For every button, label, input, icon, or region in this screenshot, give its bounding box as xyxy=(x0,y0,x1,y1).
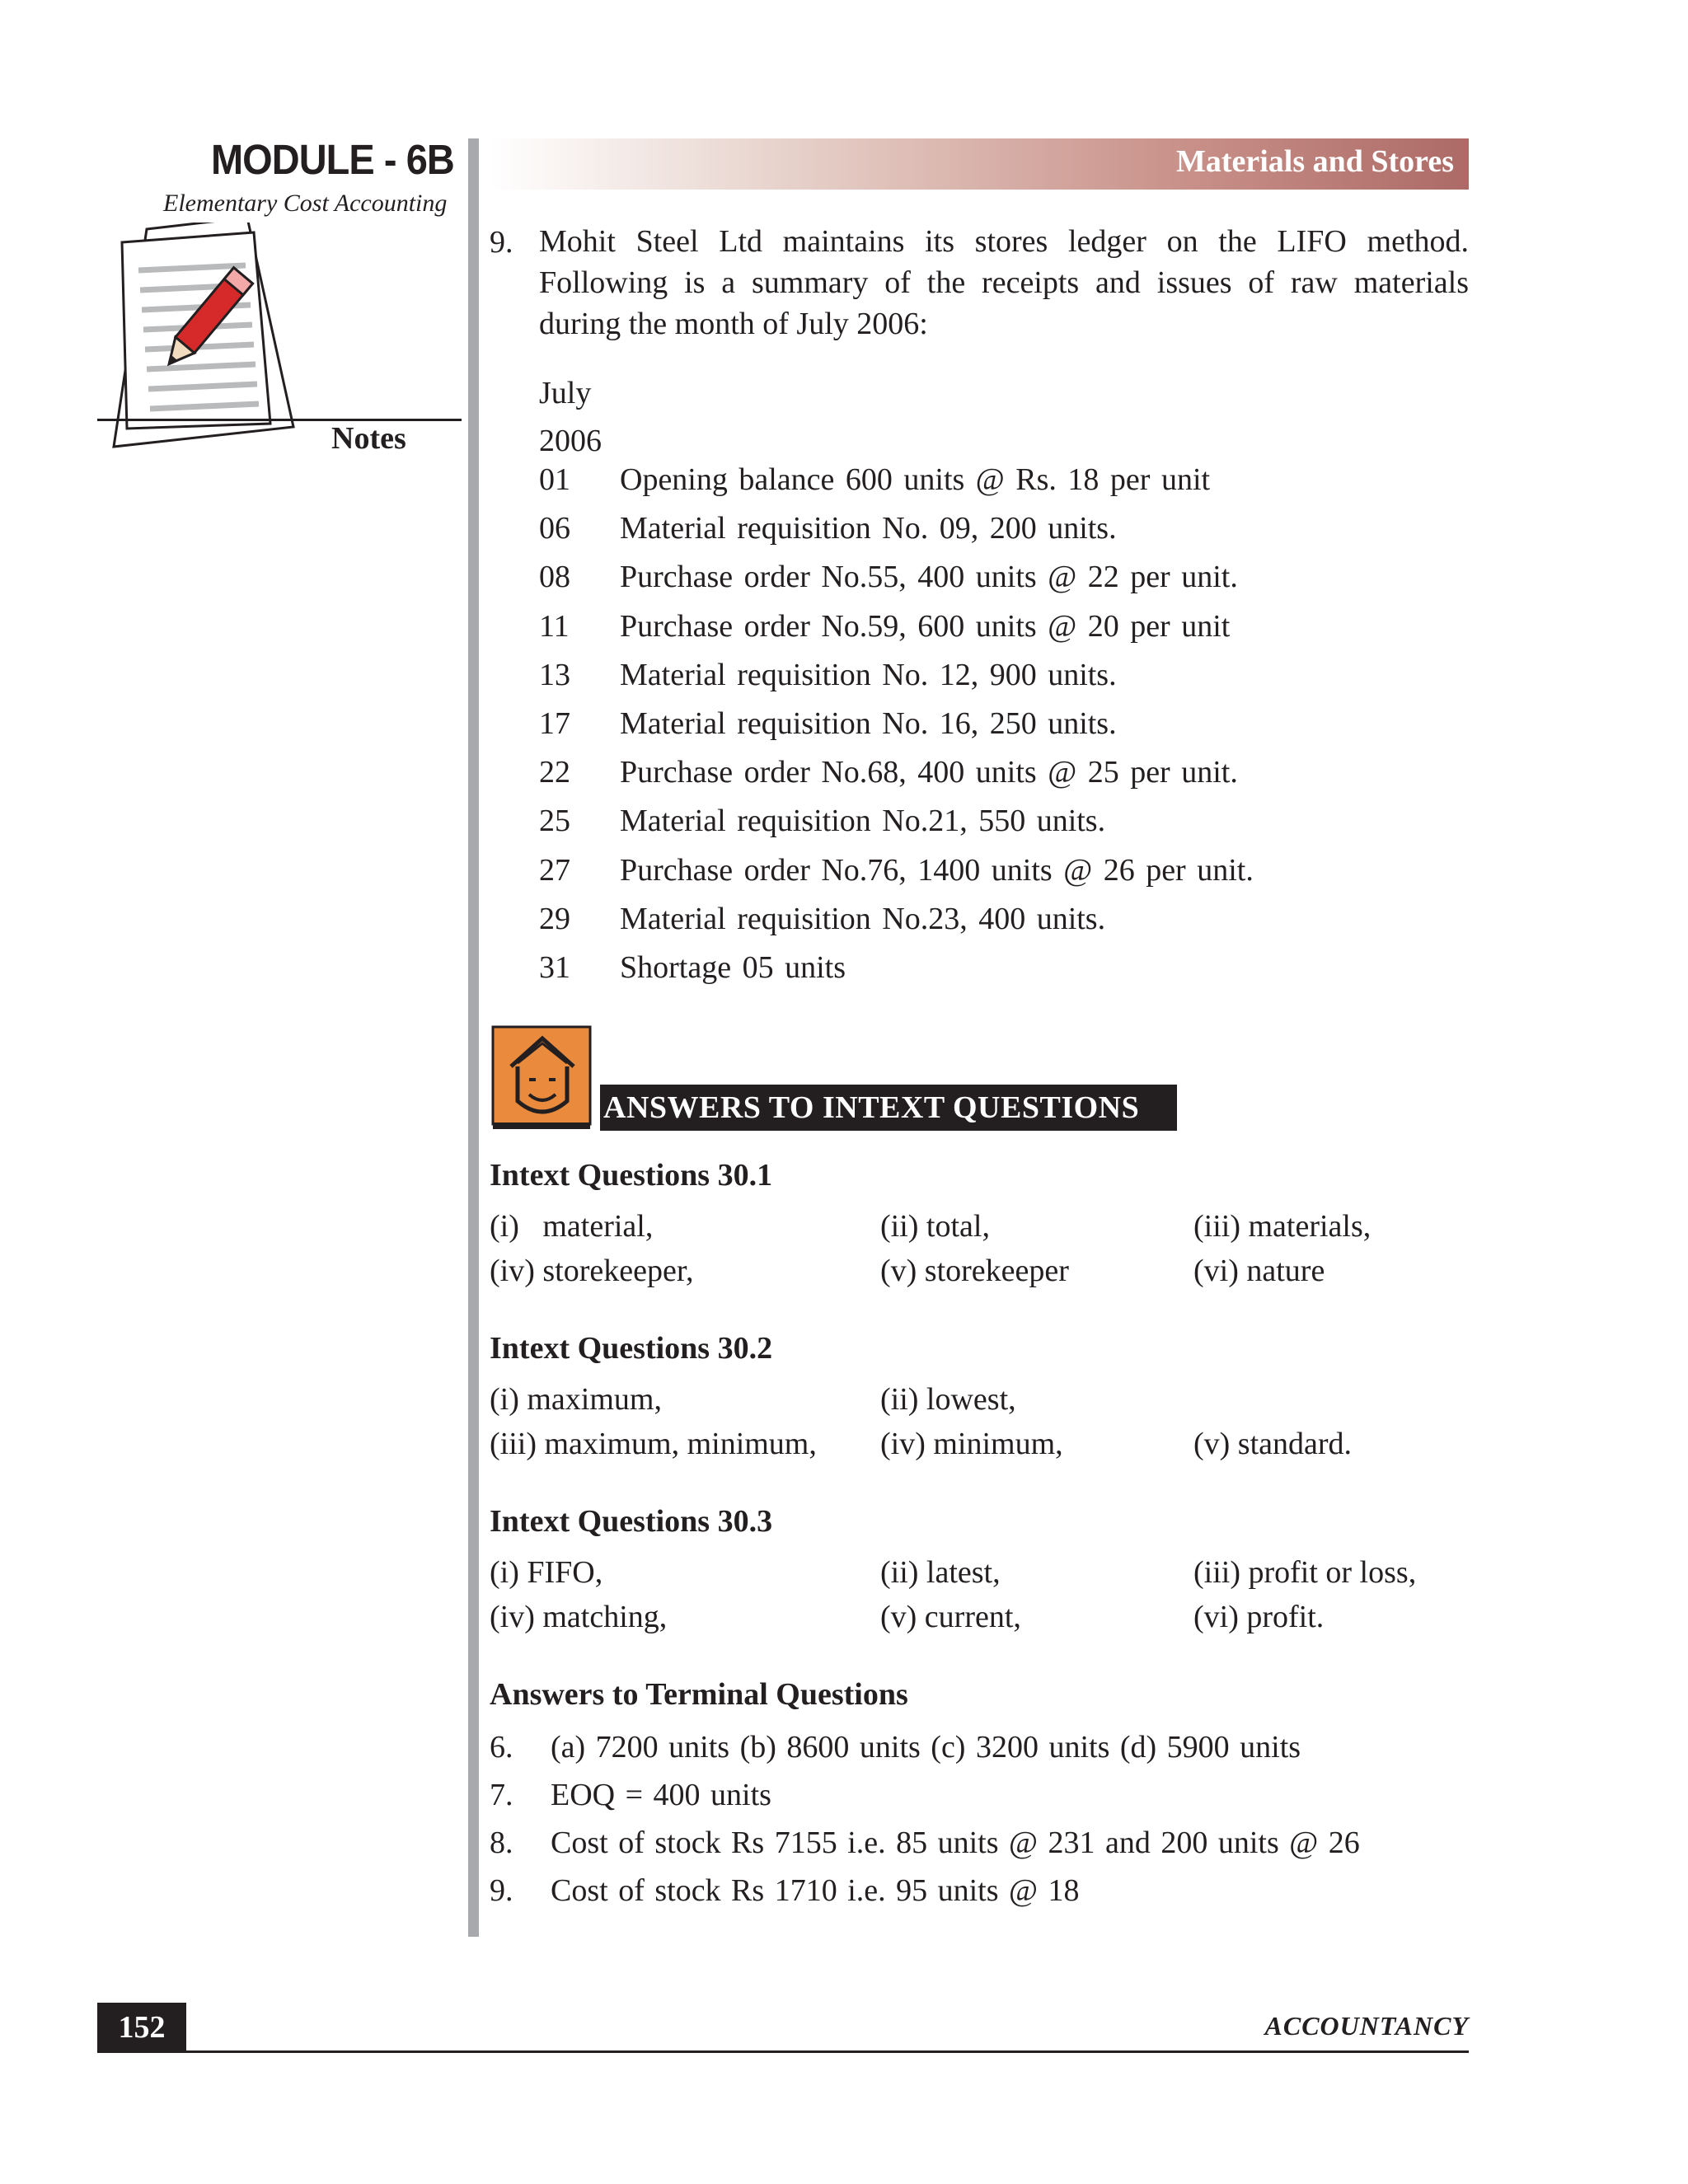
question-line: during the month of July 2006: xyxy=(539,307,928,341)
question-text xyxy=(539,221,1469,344)
entry-day: 27 xyxy=(539,852,570,888)
footer-subject: ACCOUNTANCY xyxy=(1264,2011,1469,2041)
answer-cell: (i) material, xyxy=(490,1209,654,1244)
answer-cell: (ii) latest, xyxy=(880,1555,1001,1590)
item-number: 6. xyxy=(490,1730,513,1765)
answer-row xyxy=(490,1208,1469,1253)
answer-cell: (iv) storekeeper, xyxy=(490,1254,694,1288)
answer-row xyxy=(490,1381,1469,1426)
list-item xyxy=(539,559,1254,607)
list-item xyxy=(490,1825,1469,1872)
answer-row xyxy=(490,1253,1469,1297)
entry-text: Shortage 05 units xyxy=(620,949,846,985)
answer-cell: (iii) profit or loss, xyxy=(1193,1555,1417,1590)
question-number: 9. xyxy=(490,225,513,260)
chapter-header-bar xyxy=(490,138,1469,190)
item-number: 7. xyxy=(490,1778,513,1812)
item-text: EOQ = 400 units xyxy=(551,1778,771,1812)
answer-row xyxy=(490,1599,1469,1643)
answer-cell: (iv) matching, xyxy=(490,1600,668,1634)
answer-cell: (ii) total, xyxy=(880,1209,990,1244)
item-number: 8. xyxy=(490,1825,513,1860)
year-label: 2006 xyxy=(539,424,602,458)
transaction-list xyxy=(539,462,1254,998)
section-title: Intext Questions 30.3 xyxy=(490,1504,773,1539)
margin-divider xyxy=(468,138,479,1937)
section-title: Intext Questions 30.1 xyxy=(490,1158,773,1193)
item-text: (a) 7200 units (b) 8600 units (c) 3200 units (d) 5900 units xyxy=(551,1730,1301,1765)
entry-text: Purchase order No.76, 1400 units @ 26 per unit. xyxy=(620,852,1254,888)
entry-day: 13 xyxy=(539,657,570,692)
entry-text: Purchase order No.68, 400 units @ 25 per unit. xyxy=(620,755,1238,790)
entry-day: 22 xyxy=(539,755,570,790)
answer-cell: (v) standard. xyxy=(1193,1427,1353,1461)
entry-text: Purchase order No.55, 400 units @ 22 per unit. xyxy=(620,560,1238,595)
entry-text: Material requisition No.23, 400 units. xyxy=(620,901,1106,936)
entry-text: Purchase order No.59, 600 units @ 20 per unit xyxy=(620,608,1231,644)
footer-rule xyxy=(97,2050,1469,2053)
item-text: Cost of stock Rs 1710 i.e. 95 units @ 18 xyxy=(551,1873,1080,1908)
list-item xyxy=(539,705,1254,754)
question-line: Mohit Steel Ltd maintains its stores ledger on the LIFO method. xyxy=(539,224,1469,259)
entry-day: 17 xyxy=(539,705,570,741)
list-item xyxy=(490,1729,1469,1777)
section-title: Answers to Terminal Questions xyxy=(490,1677,908,1712)
answers-banner: ANSWERS TO INTEXT QUESTIONS xyxy=(600,1085,1177,1131)
entry-text: Material requisition No.21, 550 units. xyxy=(620,804,1106,839)
answers-house-icon xyxy=(491,1025,593,1131)
entry-text: Opening balance 600 units @ Rs. 18 per unit xyxy=(620,462,1211,497)
entry-text: Material requisition No. 12, 900 units. xyxy=(620,657,1117,692)
item-text: Cost of stock Rs 7155 i.e. 85 units @ 231 and 200 units @ 26 xyxy=(551,1825,1360,1860)
list-item xyxy=(490,1872,1469,1920)
list-item xyxy=(539,852,1254,901)
module-title: MODULE - 6B xyxy=(211,136,454,183)
entry-day: 29 xyxy=(539,901,570,936)
answer-cell: (iii) maximum, minimum, xyxy=(490,1427,817,1461)
entry-day: 11 xyxy=(539,608,570,644)
month-heading xyxy=(539,369,602,465)
entry-day: 25 xyxy=(539,804,570,839)
month-label: July xyxy=(539,376,592,410)
list-item xyxy=(539,754,1254,803)
entry-text: Material requisition No. 09, 200 units. xyxy=(620,511,1117,546)
answer-cell: (i) maximum, xyxy=(490,1382,662,1417)
entry-day: 06 xyxy=(539,511,570,546)
list-item xyxy=(539,462,1254,510)
answer-cell: (i) FIFO, xyxy=(490,1555,603,1590)
entry-text: Material requisition No. 16, 250 units. xyxy=(620,705,1117,741)
list-item xyxy=(539,510,1254,559)
list-item xyxy=(490,1777,1469,1825)
notes-rule xyxy=(97,419,462,421)
entry-day: 08 xyxy=(539,560,570,595)
list-item xyxy=(539,803,1254,851)
list-item xyxy=(539,608,1254,657)
answer-cell: (vi) nature xyxy=(1193,1254,1325,1288)
answer-cell: (ii) lowest, xyxy=(880,1382,1016,1417)
list-item xyxy=(539,657,1254,705)
answer-cell: (vi) profit. xyxy=(1193,1600,1325,1634)
page-number: 152 xyxy=(97,2003,186,2052)
item-number: 9. xyxy=(490,1873,513,1908)
section-title: Intext Questions 30.2 xyxy=(490,1331,773,1366)
answer-row xyxy=(490,1426,1469,1470)
answer-cell: (v) storekeeper xyxy=(880,1254,1069,1288)
entry-day: 31 xyxy=(539,949,570,985)
notes-label: Notes xyxy=(331,421,406,456)
answer-cell: (v) current, xyxy=(880,1600,1021,1634)
module-subtitle: Elementary Cost Accounting xyxy=(163,190,448,217)
list-item xyxy=(539,901,1254,949)
list-item xyxy=(539,949,1254,998)
entry-day: 01 xyxy=(539,462,570,497)
answer-row xyxy=(490,1554,1469,1599)
answer-cell: (iv) minimum, xyxy=(880,1427,1063,1461)
question-line: Following is a summary of the receipts and issues of raw materials xyxy=(539,265,1469,300)
answer-cell: (iii) materials, xyxy=(1193,1209,1372,1244)
chapter-title: Materials and Stores xyxy=(1175,144,1454,179)
